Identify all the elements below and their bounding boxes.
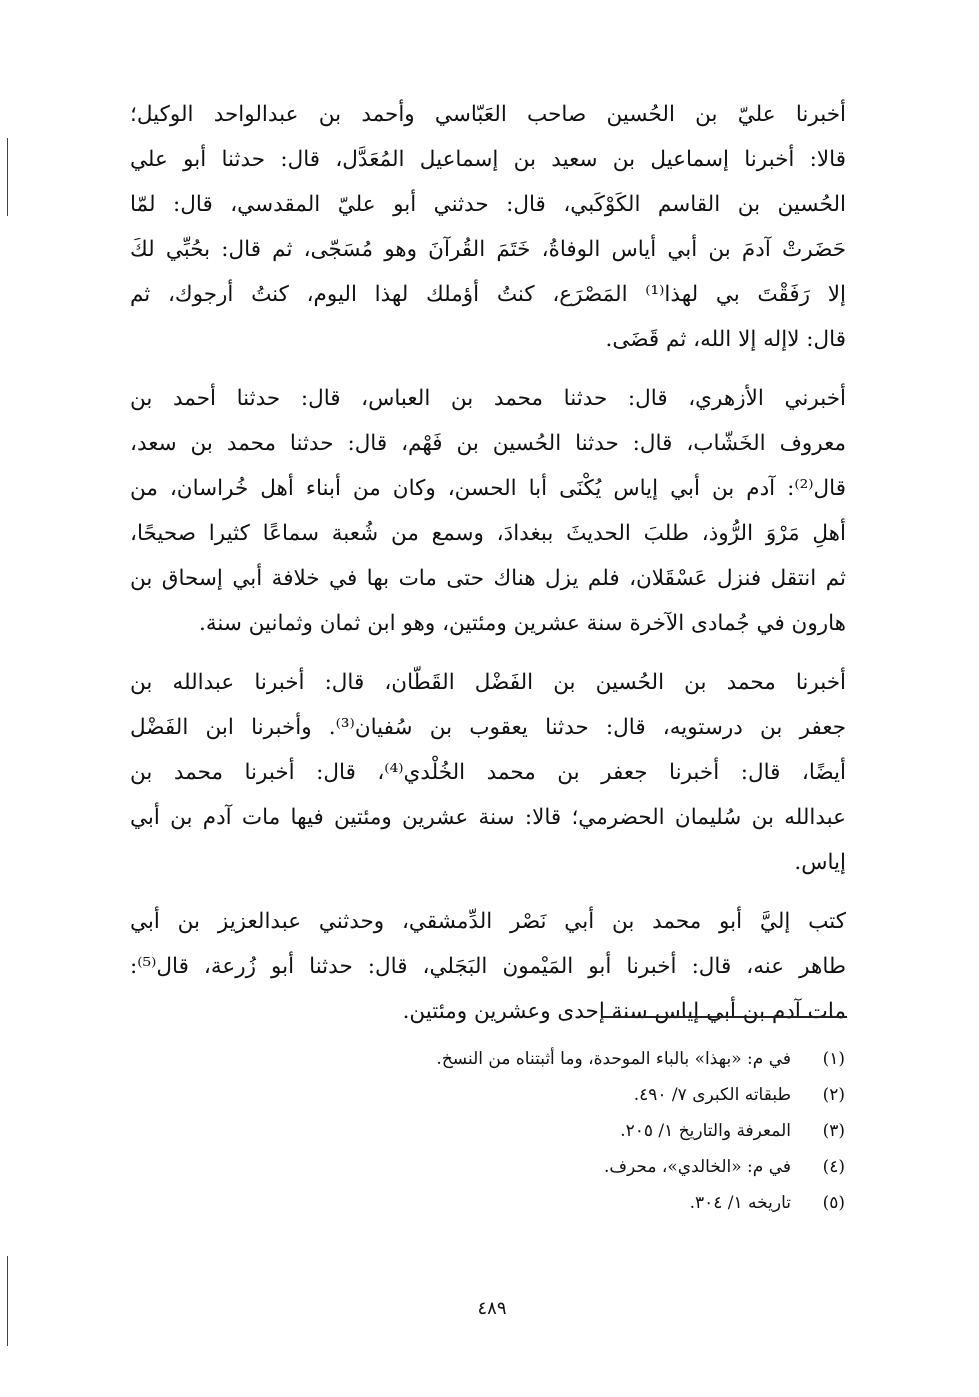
text-line: طاهر عنه، قال: أخبرنا أبو المَيْمون البَجَلي، قال: حدثنا أبو زُرعة، قال⁽⁵⁾:: [130, 954, 846, 979]
paragraph-3: [130, 660, 846, 885]
footnote-text: في م: «بهذا» بالباء الموحدة، وما أثبتناه من النسخ.: [436, 1049, 791, 1069]
footnote-text: المعرفة والتاريخ ١/ ٢٠٥.: [620, 1121, 791, 1141]
text-line: عبدالله بن سُليمان الحضرمي؛ قالا: سنة عشرين ومئتين فيها مات آدم بن أبي: [130, 805, 846, 830]
text-line: قالا: أخبرنا إسماعيل بن سعيد بن إسماعيل المُعَدَّل، قال: حدثنا أبو علي: [130, 147, 846, 172]
text-line: إياس.: [794, 850, 846, 875]
text-line: قال⁽²⁾: آدم بن أبي إياس يُكْنَى أبا الحسن، وكان من أبناء أهل خُراسان، من: [130, 476, 846, 501]
text-line: أخبرني الأزهري، قال: حدثنا محمد بن العباس، قال: حدثنا أحمد بن: [130, 386, 846, 411]
footnote-number: (٤): [822, 1157, 845, 1177]
footnote-number: (٢): [822, 1085, 845, 1105]
footnotes: [285, 1041, 845, 1221]
text-line: إلا رَفَقْتَ بي لهذا⁽¹⁾ المَصْرَع، كنتُ أؤملك لهذا اليوم، كنتُ أرجوك، ثم: [130, 282, 846, 307]
footnote-number: (٣): [822, 1121, 845, 1141]
footnote-item: [285, 1041, 845, 1077]
text-line: مات آدم بن أبي إياس سنة إحدى وعشرين ومئتين.: [402, 999, 846, 1024]
text-line: حَضَرتْ آدمَ بن أبي أياس الوفاةُ، خَتَمَ القُرآنَ وهو مُسَجّى، ثم قال: بحُبِّي لكَ: [130, 237, 846, 262]
footnote-text: في م: «الخالدي»، محرف.: [604, 1157, 791, 1177]
footnote-number: (٥): [822, 1193, 845, 1213]
text-line: جعفر بن درستويه، قال: حدثنا يعقوب بن سُفيان⁽³⁾. وأخبرنا ابن الفَضْل: [130, 715, 846, 740]
paragraph-1: [130, 92, 846, 362]
margin-line-top: [7, 138, 8, 216]
text-line: هارون في جُمادى الآخرة سنة عشرين ومئتين، وهو ابن ثمان وثمانين سنة.: [198, 611, 846, 636]
footnote-separator: [602, 1016, 847, 1018]
page-body: [130, 92, 846, 1048]
page-number: ٤٨٩: [477, 1298, 507, 1319]
text-line: كتب إليَّ أبو محمد بن أبي نَصْر الدِّمشقي، وحدثني عبدالعزيز بن أبي: [130, 909, 846, 934]
footnote-item: [285, 1077, 845, 1113]
text-line: أخبرنا محمد بن الحُسين بن الفَضْل القَطّان، قال: أخبرنا عبدالله بن: [130, 670, 846, 695]
text-line: الحُسين بن القاسم الكَوْكَبي، قال: حدثني أبو عليّ المقدسي، قال: لمّا: [130, 192, 846, 217]
footnote-number: (١): [822, 1049, 845, 1069]
footnote-item: [285, 1185, 845, 1221]
margin-line-bottom: [7, 1256, 8, 1346]
footnote-item: [285, 1149, 845, 1185]
footnote-text: تاريخه ١/ ٣٠٤.: [689, 1193, 791, 1213]
text-line: أخبرنا عليّ بن الحُسين صاحب العَبّاسي وأحمد بن عبدالواحد الوكيل؛: [130, 102, 846, 127]
text-line: أهلِ مَرْوَ الرُّوذ، طلبَ الحديثَ ببغدادَ، وسمع من شُعبة سماعًا كثيرا صحيحًا،: [130, 521, 846, 546]
footnote-text: طبقاته الكبرى ٧/ ٤٩٠.: [633, 1085, 791, 1105]
paragraph-4: [130, 899, 846, 1034]
text-line: ثم انتقل فنزل عَسْقَلان، فلم يزل هناك حتى مات بها في خلافة أبي إسحاق بن: [130, 566, 846, 591]
paragraph-2: [130, 376, 846, 646]
text-line: قال: لاإله إلا الله، ثم قَضَى.: [605, 327, 846, 352]
footnote-item: [285, 1113, 845, 1149]
text-line: أيضًا، قال: أخبرنا جعفر بن محمد الخُلْدي⁽⁴⁾، قال: أخبرنا محمد بن: [130, 760, 846, 785]
text-line: معروف الخَشّاب، قال: حدثنا الحُسين بن فَهْم، قال: حدثنا محمد بن سعد،: [130, 431, 846, 456]
